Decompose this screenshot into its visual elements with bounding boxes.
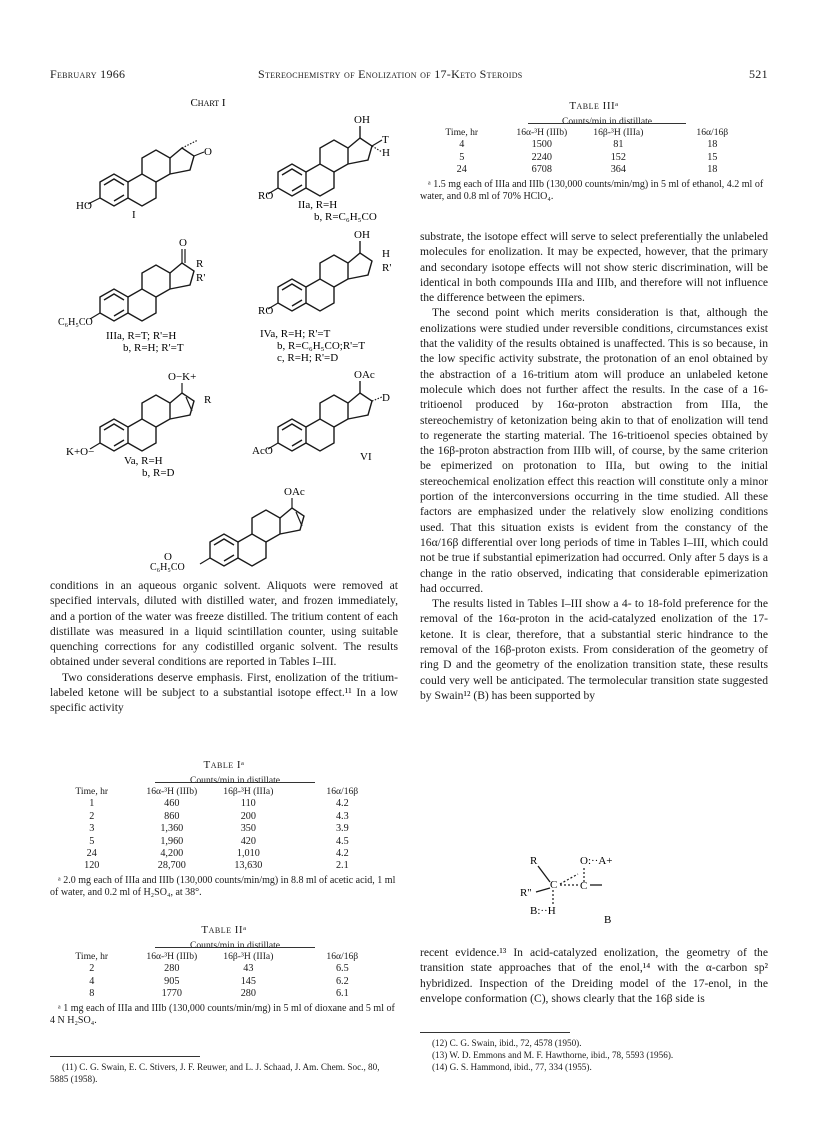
atom-k-o: K+O− <box>66 446 95 458</box>
structure-vi <box>252 369 390 457</box>
table-cell: 1,360 <box>160 823 184 835</box>
label-iva: IVa, R=H; R'=T <box>260 328 331 340</box>
col-header: 16α-³H (IIIb) <box>516 127 568 138</box>
footnote-rule <box>420 1032 570 1033</box>
table-cell: 350 <box>240 823 256 835</box>
structure-v <box>66 371 212 458</box>
running-header-title: Stereochemistry of Enolization of 17-Keto Steroids <box>258 67 523 81</box>
table-cell: 6.1 <box>335 988 349 1000</box>
table-i-grid <box>50 786 398 873</box>
atom-aco: AcO <box>252 445 273 457</box>
table-cell: 1770 <box>161 988 182 1000</box>
col-header: 16β-³H (IIIa) <box>223 786 274 797</box>
table-cell: 860 <box>164 810 180 822</box>
atom-h-iv: H <box>382 248 390 260</box>
label-iia: IIa, R=H <box>298 199 338 211</box>
table-row <box>50 811 398 823</box>
table-span-header <box>155 940 315 951</box>
table-cell: 200 <box>240 810 256 822</box>
table-span-header <box>528 116 686 127</box>
table-row <box>50 963 398 975</box>
col-header: 16α/16β <box>326 951 359 962</box>
col-header: 16α-³H (IIIb) <box>146 786 198 797</box>
table-cell: 905 <box>164 975 180 987</box>
footnotes-right <box>420 1038 768 1073</box>
table-cell: 15 <box>707 151 718 163</box>
table-row <box>50 836 398 848</box>
atom-c-alpha: C <box>550 879 558 891</box>
atom-o-carbonyl: O <box>179 237 187 249</box>
table-title: Table IIᵃ <box>201 924 247 936</box>
table-cell: 28,700 <box>157 860 186 872</box>
col-header: 16α/16β <box>326 786 359 797</box>
table-cell: 8 <box>89 988 95 1000</box>
table-cell: 3.9 <box>335 823 349 835</box>
col-header: Time, hr <box>75 951 109 962</box>
atom-ro: RO <box>258 190 274 202</box>
paragraph: conditions in an aqueous organic solvent. Aliquots were removed at specified intervals, diluted with distilled water, and frozen immediately, and a portion of the water was freeze distilled. The tritium content of each distillate was measured in a liquid scintillation counter, using suitable quenching corrections for any codistilled organic solvent. The results obtained under several conditions are reported in Tables I–III. <box>50 579 398 669</box>
table-row <box>420 139 768 151</box>
atom-ro-iv: RO <box>258 305 274 317</box>
table-cell: 18 <box>707 139 718 151</box>
span-label: Counts/min in distillate <box>189 940 281 951</box>
table-cell: 1,960 <box>160 835 184 847</box>
table-cell: 280 <box>164 963 180 975</box>
atom-oh: OH <box>354 114 370 126</box>
table-cell: 1500 <box>531 139 552 151</box>
atom-r-double-prime: R'' <box>520 887 532 899</box>
table-row <box>50 976 398 988</box>
atom-d: D <box>382 392 390 404</box>
col-header: 16β-³H (IIIa) <box>593 127 644 138</box>
table-cell: 2.1 <box>335 860 349 872</box>
table-cell: 6.2 <box>335 975 349 987</box>
running-header-date: February 1966 <box>50 67 126 81</box>
atom-o: O <box>204 146 212 158</box>
table-cell: 1,010 <box>236 848 260 860</box>
table-cell: 420 <box>240 835 256 847</box>
table-cell: 2 <box>89 963 95 975</box>
footnote-13: (13) W. D. Emmons and M. F. Hawthorne, ibid., 78, 5593 (1956). <box>432 1049 674 1060</box>
atom-benzoyl: C₆H₅CO <box>58 317 93 328</box>
table-row <box>420 152 768 164</box>
paragraph: substrate, the isotope effect will serve to select preferentially the unlabeled molecules for enolization. It may be expected, however, that the primary and secondary isotope effects will not show steric discrimination, will be identical in both compounds IIIa and IIIb, and therefore will not influence the difference between the epimers. <box>420 230 768 305</box>
table-cell: 2 <box>89 810 95 822</box>
atom-oac: OAc <box>354 369 375 381</box>
table-row <box>50 848 398 860</box>
right-column-text <box>420 229 768 703</box>
table-note: ᵃ 1.5 mg each of IIIa and IIIb (130,000 counts/min/mg) in 5 ml of ethanol, 4.2 ml of water, and 0.8 ml of 70% HClO₄. <box>420 178 764 203</box>
structure-ii <box>258 114 390 202</box>
table-cell: 2240 <box>531 151 552 163</box>
footnote-14: (14) G. S. Hammond, ibid., 77, 334 (1955). <box>432 1061 592 1072</box>
structure-iv <box>258 229 391 317</box>
paragraph: The second point which merits consideration is that, although the enolizations were studied under reversible conditions, circumstances exist that the validity of the results obtained is unaffected. This is so because, in the low specific activity substrate, the protonation of an enol obtained by the abstraction of a 16-tritium atom will produce an unlabeled ketone molecule which does not further affect the results. In the case of a 16-tritioenol produced by 16α-proton abstraction from IIIa, the stereochemistry of ketonization being akin to that of enolization will tend to regenerate the starting material. The 16-tritioenol species obtained by the 16β-proton abstraction from IIIb will, of course, by the same criterion be epimerized on protonation to IIIa, but owing to the initial stereochemical enolization effect this reaction will constitute only a minor portion of the interconversions occurring in the time studied. All these factors are emphasized under the relatively slow enolizing conditions used. That this situation exists is evident from the constancy of the 16α/16β differential over long periods of time in Tables I–III, which could not be true if substantial epimerization had occurred. Only after 5 days is a change in the ratio observed, indicating that considerable epimerization had occurred. <box>420 306 768 595</box>
col-header: Time, hr <box>445 127 479 138</box>
paragraph: recent evidence.¹³ In acid-catalyzed enolization, the geometry of the transition state approaches that of the enol,¹⁴ with the α-carbon sp² hybridized. Inspection of the Dreiding model of the 17-enol, in the envelope conformation (C), shows clearly that the 16β side is <box>420 946 768 1005</box>
table-span-header <box>155 775 315 786</box>
page-number: 521 <box>749 67 768 81</box>
table-row <box>50 988 398 1000</box>
paragraph: The results listed in Tables I–III show a 4- to 18-fold preference for the removal of the 16α-proton in the acid-catalyzed enolization of the 17-ketone. It is clear, therefore, that a substantial steric hindrance to the removal of the 16β-proton exists. From consideration of the geometry of ring D and the geometry of the enolization transition state, these results could very well be anticipated. The termolecular transition state suggested by Swain¹² (B) has been supported by <box>420 597 768 702</box>
chart-title: Chart I <box>190 97 226 109</box>
table-cell: 280 <box>240 988 256 1000</box>
col-header: Time, hr <box>75 786 109 797</box>
table-cell: 1 <box>89 798 95 810</box>
table-cell: 4 <box>89 975 95 987</box>
atom-r: R <box>196 258 204 270</box>
atom-oac-enol: OAc <box>284 486 305 498</box>
table-ii <box>50 924 398 1027</box>
table-cell: 6708 <box>531 164 552 176</box>
footnote-11: (11) C. G. Swain, E. C. Stivers, J. F. Reuwer, and L. J. Schaad, J. Am. Chem. Soc., 80, 5885 (1958). <box>50 1062 380 1084</box>
atom-o-acid: O:··A+ <box>580 855 613 867</box>
atom-h: H <box>382 147 390 159</box>
transition-state-b <box>520 850 660 930</box>
table-cell: 4 <box>459 139 465 151</box>
chart-i-structures <box>58 92 400 573</box>
table-cell: 18 <box>707 164 718 176</box>
table-note: ᵃ 2.0 mg each of IIIa and IIIb (130,000 counts/min/mg) in 8.8 ml of acetic acid, 1 ml of water, and 0.2 ml of H₂SO₄, at 38°. <box>50 874 396 899</box>
table-cell: 4.2 <box>335 848 349 860</box>
atom-r-v: R <box>204 394 212 406</box>
col-header: 16α-³H (IIIb) <box>146 951 198 962</box>
right-column-text-continued <box>420 945 768 1006</box>
table-row <box>420 164 768 176</box>
table-title: Table Iᵃ <box>203 759 245 771</box>
atom-r-b: R <box>530 855 538 867</box>
table-cell: 5 <box>459 151 465 163</box>
label-iiia: IIIa, R=T; R'=H <box>106 330 177 342</box>
table-cell: 364 <box>610 164 626 176</box>
table-cell: 120 <box>84 860 100 872</box>
structure-i <box>76 140 212 212</box>
atom-r-prime: R' <box>196 272 206 284</box>
table-iii <box>420 100 768 203</box>
atom-base: B:··H <box>530 905 556 917</box>
atom-ho: HO <box>76 200 92 212</box>
label-vi: VI <box>360 451 372 463</box>
table-cell: 460 <box>164 798 180 810</box>
atom-r-prime-iv: R' <box>382 262 392 274</box>
table-note: ᵃ 1 mg each of IIIa and IIIb (130,000 counts/min/mg) in 5 ml of dioxane and 5 ml of 4 N H₂SO₄. <box>50 1002 395 1027</box>
label-va: Va, R=H <box>124 455 163 467</box>
label-b: B <box>604 914 612 926</box>
table-row <box>50 798 398 810</box>
label-i: I <box>132 209 136 221</box>
table-cell: 4.3 <box>335 810 349 822</box>
table-ii-grid <box>50 951 398 1001</box>
table-cell: 3 <box>89 823 95 835</box>
structure-enol-acetate <box>150 486 305 573</box>
atom-c-carbonyl: C <box>580 880 588 892</box>
table-cell: 152 <box>610 151 626 163</box>
label-ivc: c, R=H; R'=D <box>277 352 339 364</box>
label-vb: b, R=D <box>142 467 175 479</box>
paragraph: Two considerations deserve emphasis. First, enolization of the tritium-labeled ketone will be subject to a substantial isotope effect.¹¹ In a low specific activity <box>50 670 398 715</box>
table-cell: 4.2 <box>335 798 349 810</box>
col-header: 16β-³H (IIIa) <box>223 951 274 962</box>
footnote-rule <box>50 1056 200 1057</box>
table-row <box>50 823 398 835</box>
table-cell: 24 <box>86 848 97 860</box>
col-header: 16α/16β <box>696 127 729 138</box>
atom-o-benzoyl: O <box>164 551 172 563</box>
table-cell: 24 <box>456 164 467 176</box>
table-row <box>50 860 398 872</box>
table-cell: 4.5 <box>335 835 349 847</box>
atom-o-k: O−K+ <box>168 371 197 383</box>
span-label: Counts/min in distillate <box>561 116 653 127</box>
table-cell: 81 <box>613 139 624 151</box>
label-iiib: b, R=H; R'=T <box>123 342 184 354</box>
atom-benzoyl-enol: C₆H₅CO <box>150 562 185 573</box>
span-label: Counts/min in distillate <box>189 775 281 786</box>
table-i <box>50 759 398 900</box>
table-cell: 4,200 <box>160 848 184 860</box>
table-title: Table IIIᵃ <box>569 100 619 112</box>
footnote-12: (12) C. G. Swain, ibid., 72, 4578 (1950). <box>432 1038 582 1048</box>
table-cell: 43 <box>243 963 254 975</box>
table-iii-grid <box>420 127 768 177</box>
label-ivb: b, R=C₆H₅CO;R'=T <box>277 340 366 352</box>
table-cell: 5 <box>89 835 95 847</box>
table-cell: 110 <box>240 798 256 810</box>
structure-iii <box>58 237 205 328</box>
atom-oh-iv: OH <box>354 229 370 241</box>
table-cell: 6.5 <box>335 963 349 975</box>
atom-t: T <box>382 134 389 146</box>
table-cell: 13,630 <box>234 860 263 872</box>
left-column-text <box>50 578 398 716</box>
table-cell: 145 <box>240 975 256 987</box>
label-iib: b, R=C₆H₅CO <box>314 211 377 223</box>
